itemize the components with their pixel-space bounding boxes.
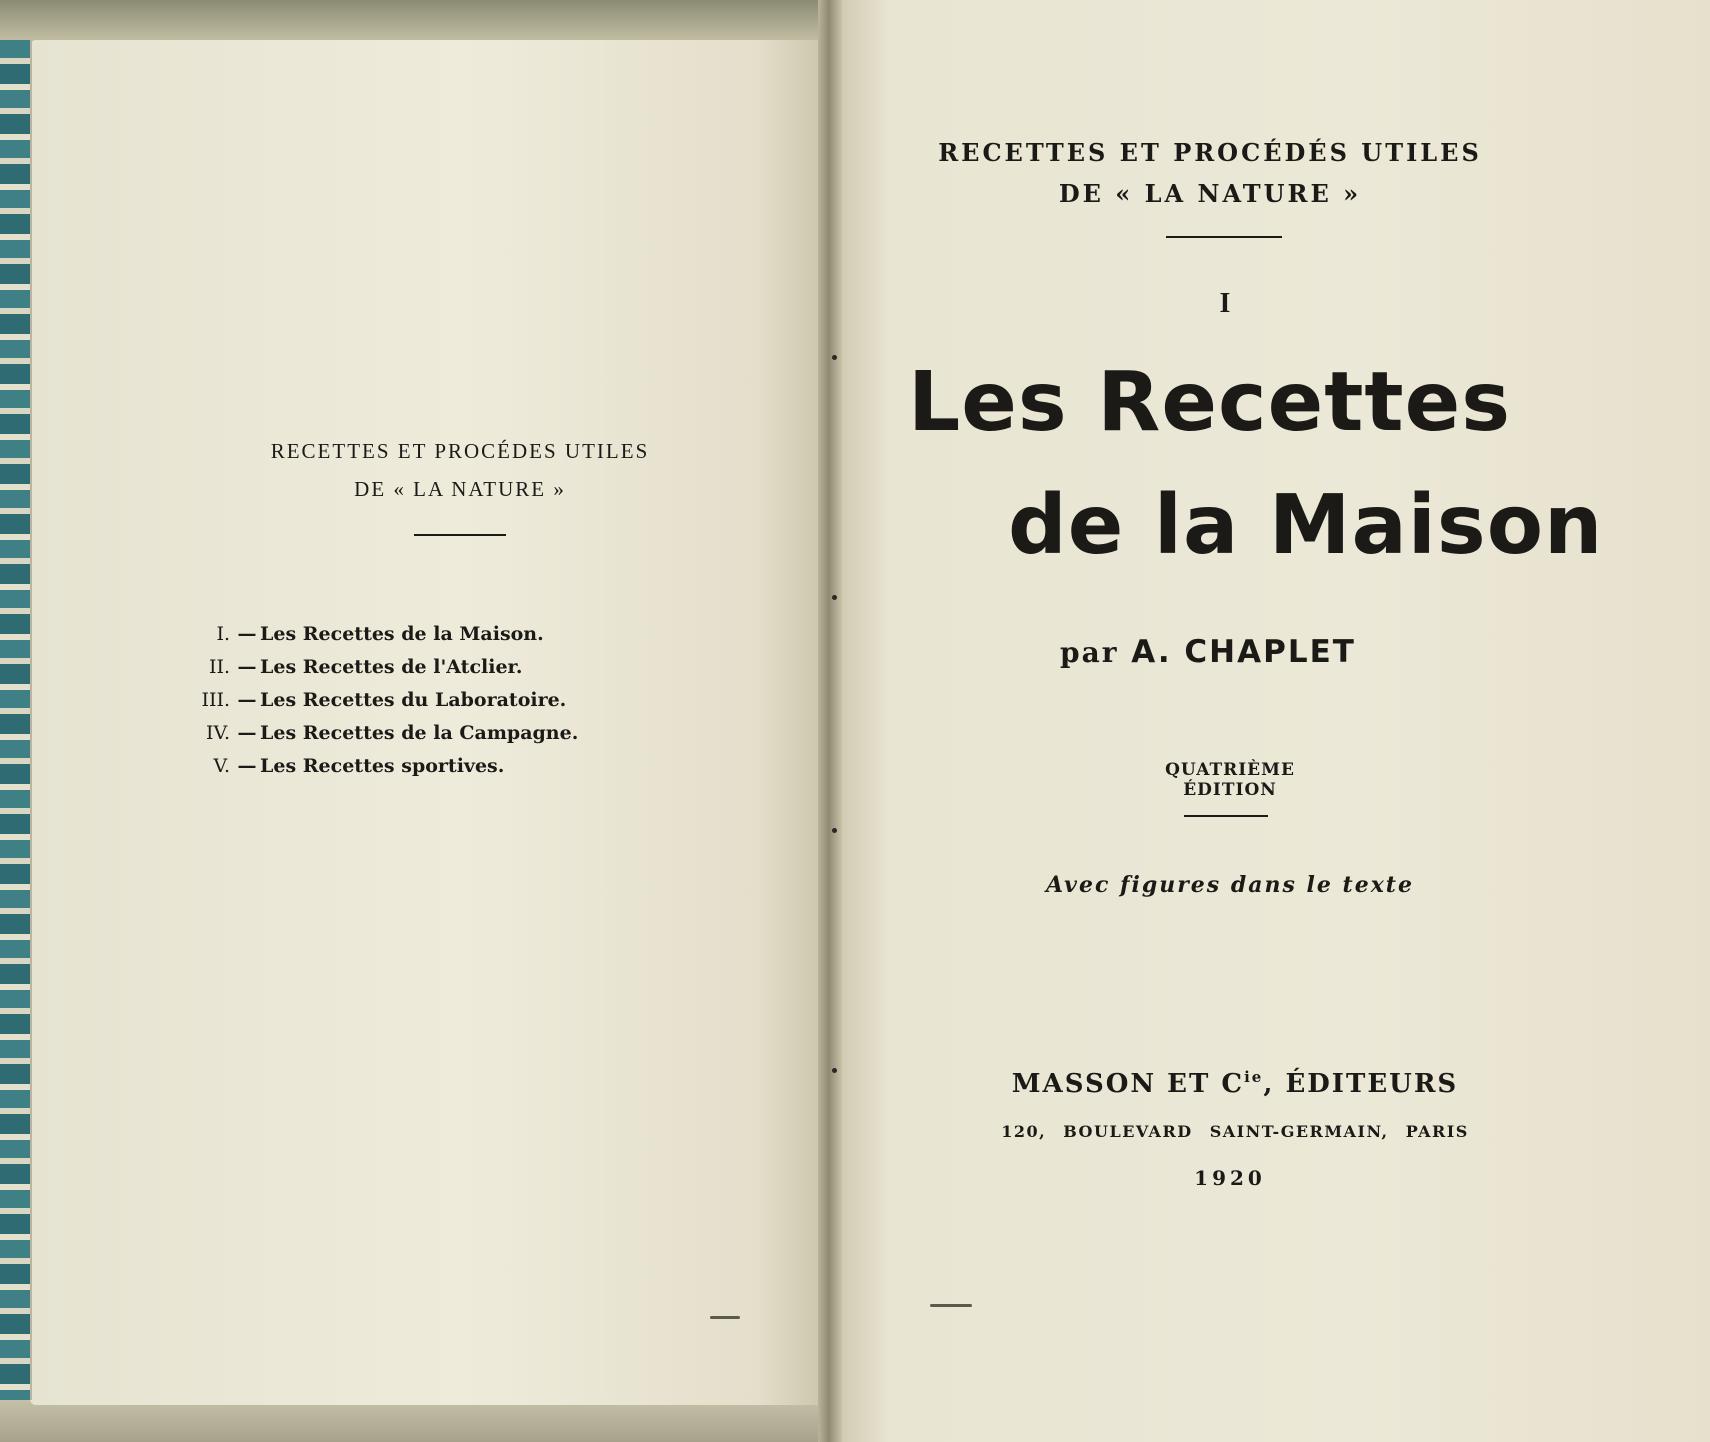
volume-number: I. [216,623,230,645]
title-divider-rule [1166,236,1282,238]
left-divider-rule [414,534,506,536]
decorative-endpaper [0,40,32,1400]
binding-stitch [832,595,837,600]
publisher-address: 120, BOULEVARD SAINT-GERMAIN, PARIS [1001,1122,1469,1141]
volume-title: Les Recettes de la Campagne. [260,722,579,744]
publisher-suffix: , ÉDITEURS [1263,1069,1459,1099]
right-page [838,0,1710,1442]
list-item [160,750,660,783]
author-name: A. CHAPLET [1131,634,1356,670]
author-prefix: par [1060,636,1119,669]
author-line [1060,634,1356,670]
book-title-line2: de la Maison [1008,478,1604,573]
left-series-heading [230,432,690,508]
left-series-line1: RECETTES ET PROCÉDES UTILES [270,439,650,463]
volume-title: Les Recettes de l'Atclier. [260,656,523,678]
paper-tear-mark [930,1304,972,1307]
volume-title: Les Recettes de la Maison. [260,623,544,645]
publisher-line [985,1068,1485,1099]
left-series-line2: DE « LA NATURE » [354,477,566,501]
dash: — [237,755,257,777]
paper-tear-mark [710,1316,740,1319]
list-item [160,651,660,684]
volume-title: Les Recettes sportives. [260,755,505,777]
binding-stitch [832,828,837,833]
publisher-sup: ie [1244,1068,1264,1086]
volume-number: II. [208,656,230,678]
dash: — [237,623,257,645]
publisher-main: MASSON ET C [1011,1069,1245,1099]
list-item [160,618,660,651]
list-item [160,684,660,717]
binding-stitch [832,1068,837,1073]
publication-year: 1920 [1194,1166,1266,1190]
list-item [160,717,660,750]
book-title-line1: Les Recettes [908,355,1512,450]
volume-number-heading: I [1219,288,1231,319]
dash: — [237,722,257,744]
right-series-line2: DE « LA NATURE » [1058,179,1362,208]
dash: — [237,656,257,678]
edition-label: QUATRIÈME ÉDITION [1165,760,1295,800]
dash: — [237,689,257,711]
volume-list [160,618,660,783]
volume-number: III. [201,689,230,711]
binding-stitch [832,355,837,360]
figures-note: Avec figures dans le texte [1046,872,1414,898]
edition-divider-rule [1184,815,1268,817]
volume-number: IV. [206,722,230,744]
right-series-heading [900,132,1520,214]
volume-number: V. [213,755,230,777]
volume-title: Les Recettes du Laboratoire. [260,689,567,711]
right-series-line1: RECETTES ET PROCÉDÉS UTILES [938,138,1482,167]
book-gutter [818,0,842,1442]
